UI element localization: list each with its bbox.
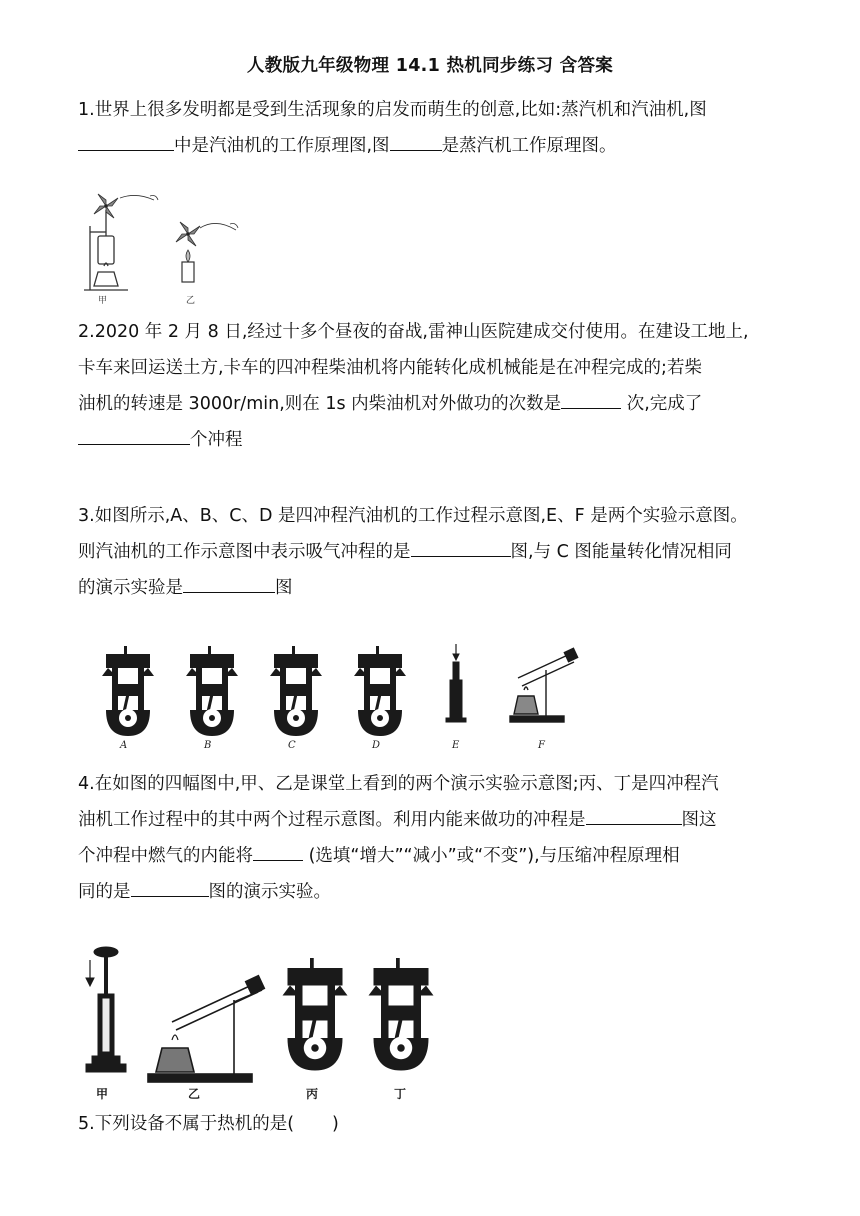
q1-blank-2[interactable] [390, 128, 442, 151]
q1-blank-1[interactable] [78, 128, 174, 151]
question-2 [78, 314, 823, 458]
q2-blank-2[interactable] [78, 422, 190, 445]
q4-text-d: 个冲程中燃气的内能将 [78, 846, 253, 866]
q4-text-a: 4.在如图的四幅图中,甲、乙是课堂上看到的两个演示实验示意图;丙、丁是四冲程汽 [78, 774, 719, 794]
q2-text-c: 油机的转速是 3000r/min,则在 1s 内柴油机对外做功的次数是 [78, 394, 562, 414]
engine-bing-diagram [283, 958, 348, 1071]
q2-text-e: 个冲程 [190, 430, 243, 450]
q3-text-a: 3.如图所示,A、B、C、D 是四冲程汽油机的工作过程示意图,E、F 是两个实验示意图。 [78, 506, 748, 526]
engine-a-diagram [102, 646, 154, 736]
q4-blank-2[interactable] [253, 838, 303, 861]
q5-text-a: 5.下列设备不属于热机的是( [78, 1114, 295, 1134]
q3-text-c: 图,与 C 图能量转化情况相同 [510, 542, 732, 562]
q3-label-e: E [452, 740, 460, 751]
q3-figure [94, 640, 594, 756]
q2-text-a: 2.2020 年 2 月 8 日,经过十多个昼夜的奋战,雷神山医院建成交付使用。在建设工地上, [78, 322, 749, 342]
q4-blank-3[interactable] [131, 874, 209, 897]
q5-text-b: ) [332, 1114, 339, 1134]
q3-label-c: C [288, 740, 296, 751]
q1-text-a: 1.世界上很多发明都是受到生活现象的启发而萌生的创意,比如:蒸汽机和汽油机,图 [78, 100, 707, 120]
q4-label-ding: 丁 [394, 1087, 407, 1101]
q3-blank-2[interactable] [183, 570, 275, 593]
experiment-e-diagram [446, 644, 466, 722]
q4-label-jia: 甲 [96, 1087, 109, 1101]
experiment-yi-diagram [148, 976, 264, 1082]
q1-fig-jia-pinwheel [94, 194, 158, 218]
q4-label-bing: 丙 [306, 1087, 319, 1101]
engine-d-diagram [354, 646, 406, 736]
question-3 [78, 498, 823, 606]
q4-text-e: (选填“增大”“减小”或“不变”),与压缩冲程原理相 [303, 846, 680, 866]
q1-label-jia: 甲 [98, 296, 108, 306]
question-1 [78, 92, 823, 164]
q3-label-a: A [120, 740, 128, 751]
q4-figure [80, 942, 440, 1102]
q4-text-g: 图的演示实验。 [208, 882, 331, 902]
q4-label-yi: 乙 [188, 1087, 201, 1101]
q3-text-e: 图 [275, 578, 293, 598]
experiment-f-diagram [510, 648, 578, 722]
engine-b-diagram [186, 646, 238, 736]
q4-text-b: 油机工作过程中的其中两个过程示意图。利用内能来做功的冲程是 [78, 810, 586, 830]
q1-text-b: 中是汽油机的工作原理图,图 [174, 136, 390, 156]
q2-text-b: 卡车来回运送土方,卡车的四冲程柴油机将内能转化成机械能是在冲程完成的;若柴 [78, 358, 702, 378]
question-4 [78, 766, 823, 910]
question-5 [78, 1106, 823, 1142]
q3-label-b: B [204, 740, 212, 751]
q3-label-d: D [372, 740, 381, 751]
q4-text-c: 图这 [681, 810, 717, 830]
q1-fig-jia-apparatus [84, 210, 128, 290]
q3-text-b: 则汽油机的工作示意图中表示吸气冲程的是 [78, 542, 411, 562]
q1-label-yi: 乙 [186, 296, 196, 306]
q3-label-f: F [538, 740, 545, 751]
q2-text-d: 次,完成了 [621, 394, 703, 414]
q4-text-f: 同的是 [78, 882, 131, 902]
q3-blank-1[interactable] [411, 534, 511, 557]
q1-figure [76, 182, 248, 306]
engine-c-diagram [270, 646, 322, 736]
q2-blank-1[interactable] [561, 386, 621, 409]
q4-blank-1[interactable] [586, 802, 682, 825]
engine-ding-diagram [369, 958, 434, 1071]
q1-fig-yi-apparatus [176, 222, 238, 282]
page-title: 人教版九年级物理 14.1 热机同步练习 含答案 [246, 56, 614, 76]
q1-text-c: 是蒸汽机工作原理图。 [441, 136, 617, 156]
experiment-jia-diagram [86, 947, 126, 1072]
q3-text-d: 的演示实验是 [78, 578, 183, 598]
